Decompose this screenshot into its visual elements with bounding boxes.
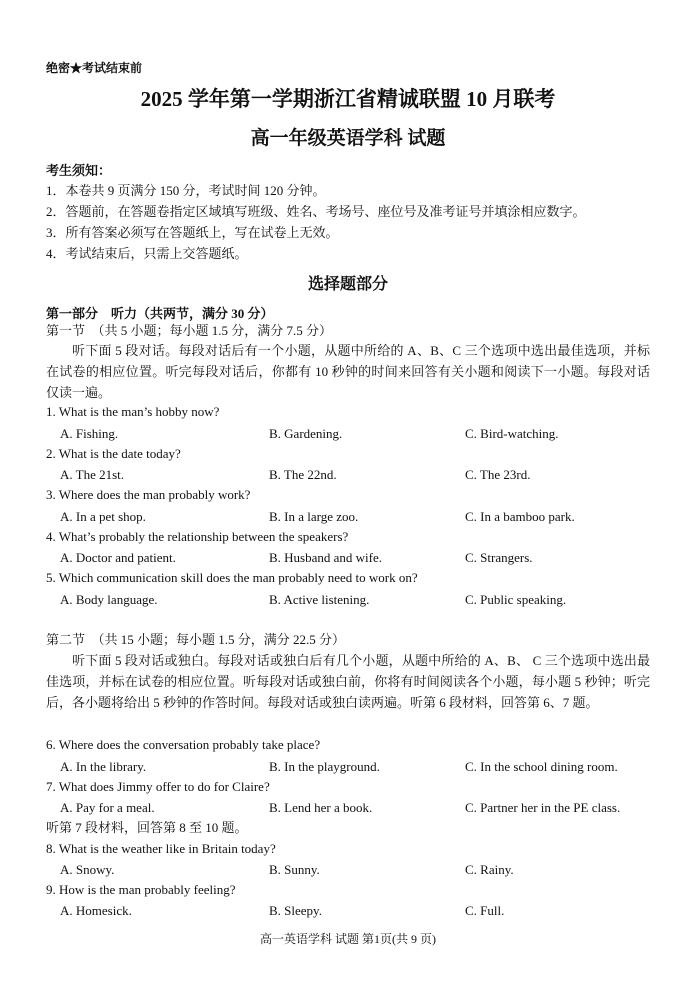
- option-8b: B. Sunny.: [269, 862, 320, 877]
- option-5c: C. Public speaking.: [465, 592, 567, 607]
- exam-title: 2025 学年第一学期浙江省精诚联盟 10 月联考: [140, 87, 556, 111]
- option-8c: C. Rainy.: [465, 862, 514, 877]
- option-2b: B. The 22nd.: [269, 467, 337, 482]
- option-9a: A. Homesick.: [60, 903, 132, 918]
- section1-instructions: 听下面 5 段对话。每段对话后有一个小题，从题中所给的 A、B、C 三个选项中选出最佳选项，并标在试卷的相应位置。听完每段对话后，你都有 10 秒钟的时间来回答有关小题和阅读下一小题。每段对话仅读一遍。: [46, 343, 650, 400]
- option-6b: B. In the playground.: [269, 759, 380, 774]
- option-4b: B. Husband and wife.: [269, 550, 383, 565]
- notice-item: 2．答题前，在答题卷指定区域填写班级、姓名、考场号、座位号及准考证号并填涂相应数字。: [46, 204, 586, 219]
- option-1b: B. Gardening.: [269, 426, 343, 441]
- question-3: 3. Where does the man probably work?: [46, 487, 251, 502]
- part-title: 选择题部分: [307, 276, 388, 293]
- notice-item: 1．本卷共 9 页满分 150 分，考试时间 120 分钟。: [46, 183, 326, 198]
- page-footer: 高一英语学科 试题 第1页(共 9 页): [260, 932, 436, 946]
- option-7b: B. Lend her a book.: [269, 800, 373, 815]
- notice-item: 4．考试结束后，只需上交答题纸。: [46, 246, 248, 261]
- option-6c: C. In the school dining room.: [465, 759, 618, 774]
- option-7a: A. Pay for a meal.: [60, 800, 155, 815]
- question-4: 4. What’s probably the relationship between the speakers?: [46, 529, 349, 544]
- question-7: 7. What does Jimmy offer to do for Claire?: [46, 779, 270, 794]
- notice-item: 3．所有答案必须写在答题纸上，写在试卷上无效。: [46, 225, 339, 240]
- question-1: 1. What is the man’s hobby now?: [46, 404, 220, 419]
- option-6a: A. In the library.: [60, 759, 147, 774]
- option-5b: B. Active listening.: [269, 592, 370, 607]
- option-9c: C. Full.: [465, 903, 505, 918]
- section2-title: 第二节 （共 15 小题；每小题 1.5 分，满分 22.5 分）: [46, 632, 346, 647]
- subject-title: 高一年级英语学科 试题: [250, 128, 446, 149]
- option-1c: C. Bird-watching.: [465, 426, 559, 441]
- section1-title: 第一节 （共 5 小题；每小题 1.5 分，满分 7.5 分）: [46, 323, 333, 338]
- option-1a: A. Fishing.: [60, 426, 119, 441]
- question-5: 5. Which communication skill does the man probably need to work on?: [46, 570, 418, 585]
- secret-label: 绝密★考试结束前: [46, 61, 143, 75]
- option-7c: C. Partner her in the PE class.: [465, 800, 621, 815]
- part1-title: 第一部分 听力（共两节，满分 30 分）: [46, 306, 274, 321]
- option-2c: C. The 23rd.: [465, 467, 531, 482]
- section2-instructions: 听下面 5 段对话或独白。每段对话或独白后有几个小题，从题中所给的 A、B、 C 三个选项中选出最佳选项，并标在试卷的相应位置。听每段对话或独白前，你将有时间阅读各个小题，每小题 5 秒钟；听完后，各小题将给出 5 秒钟的作答时间。每段对话或独白读两遍。听第 6 段材料，回答第 6、7 题。: [46, 653, 650, 710]
- option-3c: C. In a bamboo park.: [465, 509, 575, 524]
- option-4a: A. Doctor and patient.: [60, 550, 176, 565]
- option-4c: C. Strangers.: [465, 550, 533, 565]
- option-5a: A. Body language.: [60, 592, 158, 607]
- question-8: 8. What is the weather like in Britain today?: [46, 841, 276, 856]
- notice-title: 考生须知：: [46, 163, 112, 178]
- question-2: 2. What is the date today?: [46, 446, 181, 461]
- option-3a: A. In a pet shop.: [60, 509, 146, 524]
- question-9: 9. How is the man probably feeling?: [46, 882, 236, 897]
- question-6: 6. Where does the conversation probably take place?: [46, 737, 321, 752]
- material-7-note: 听第 7 段材料，回答第 8 至 10 题。: [46, 820, 248, 835]
- option-3b: B. In a large zoo.: [269, 509, 359, 524]
- option-9b: B. Sleepy.: [269, 903, 322, 918]
- option-2a: A. The 21st.: [60, 467, 125, 482]
- option-8a: A. Snowy.: [60, 862, 115, 877]
